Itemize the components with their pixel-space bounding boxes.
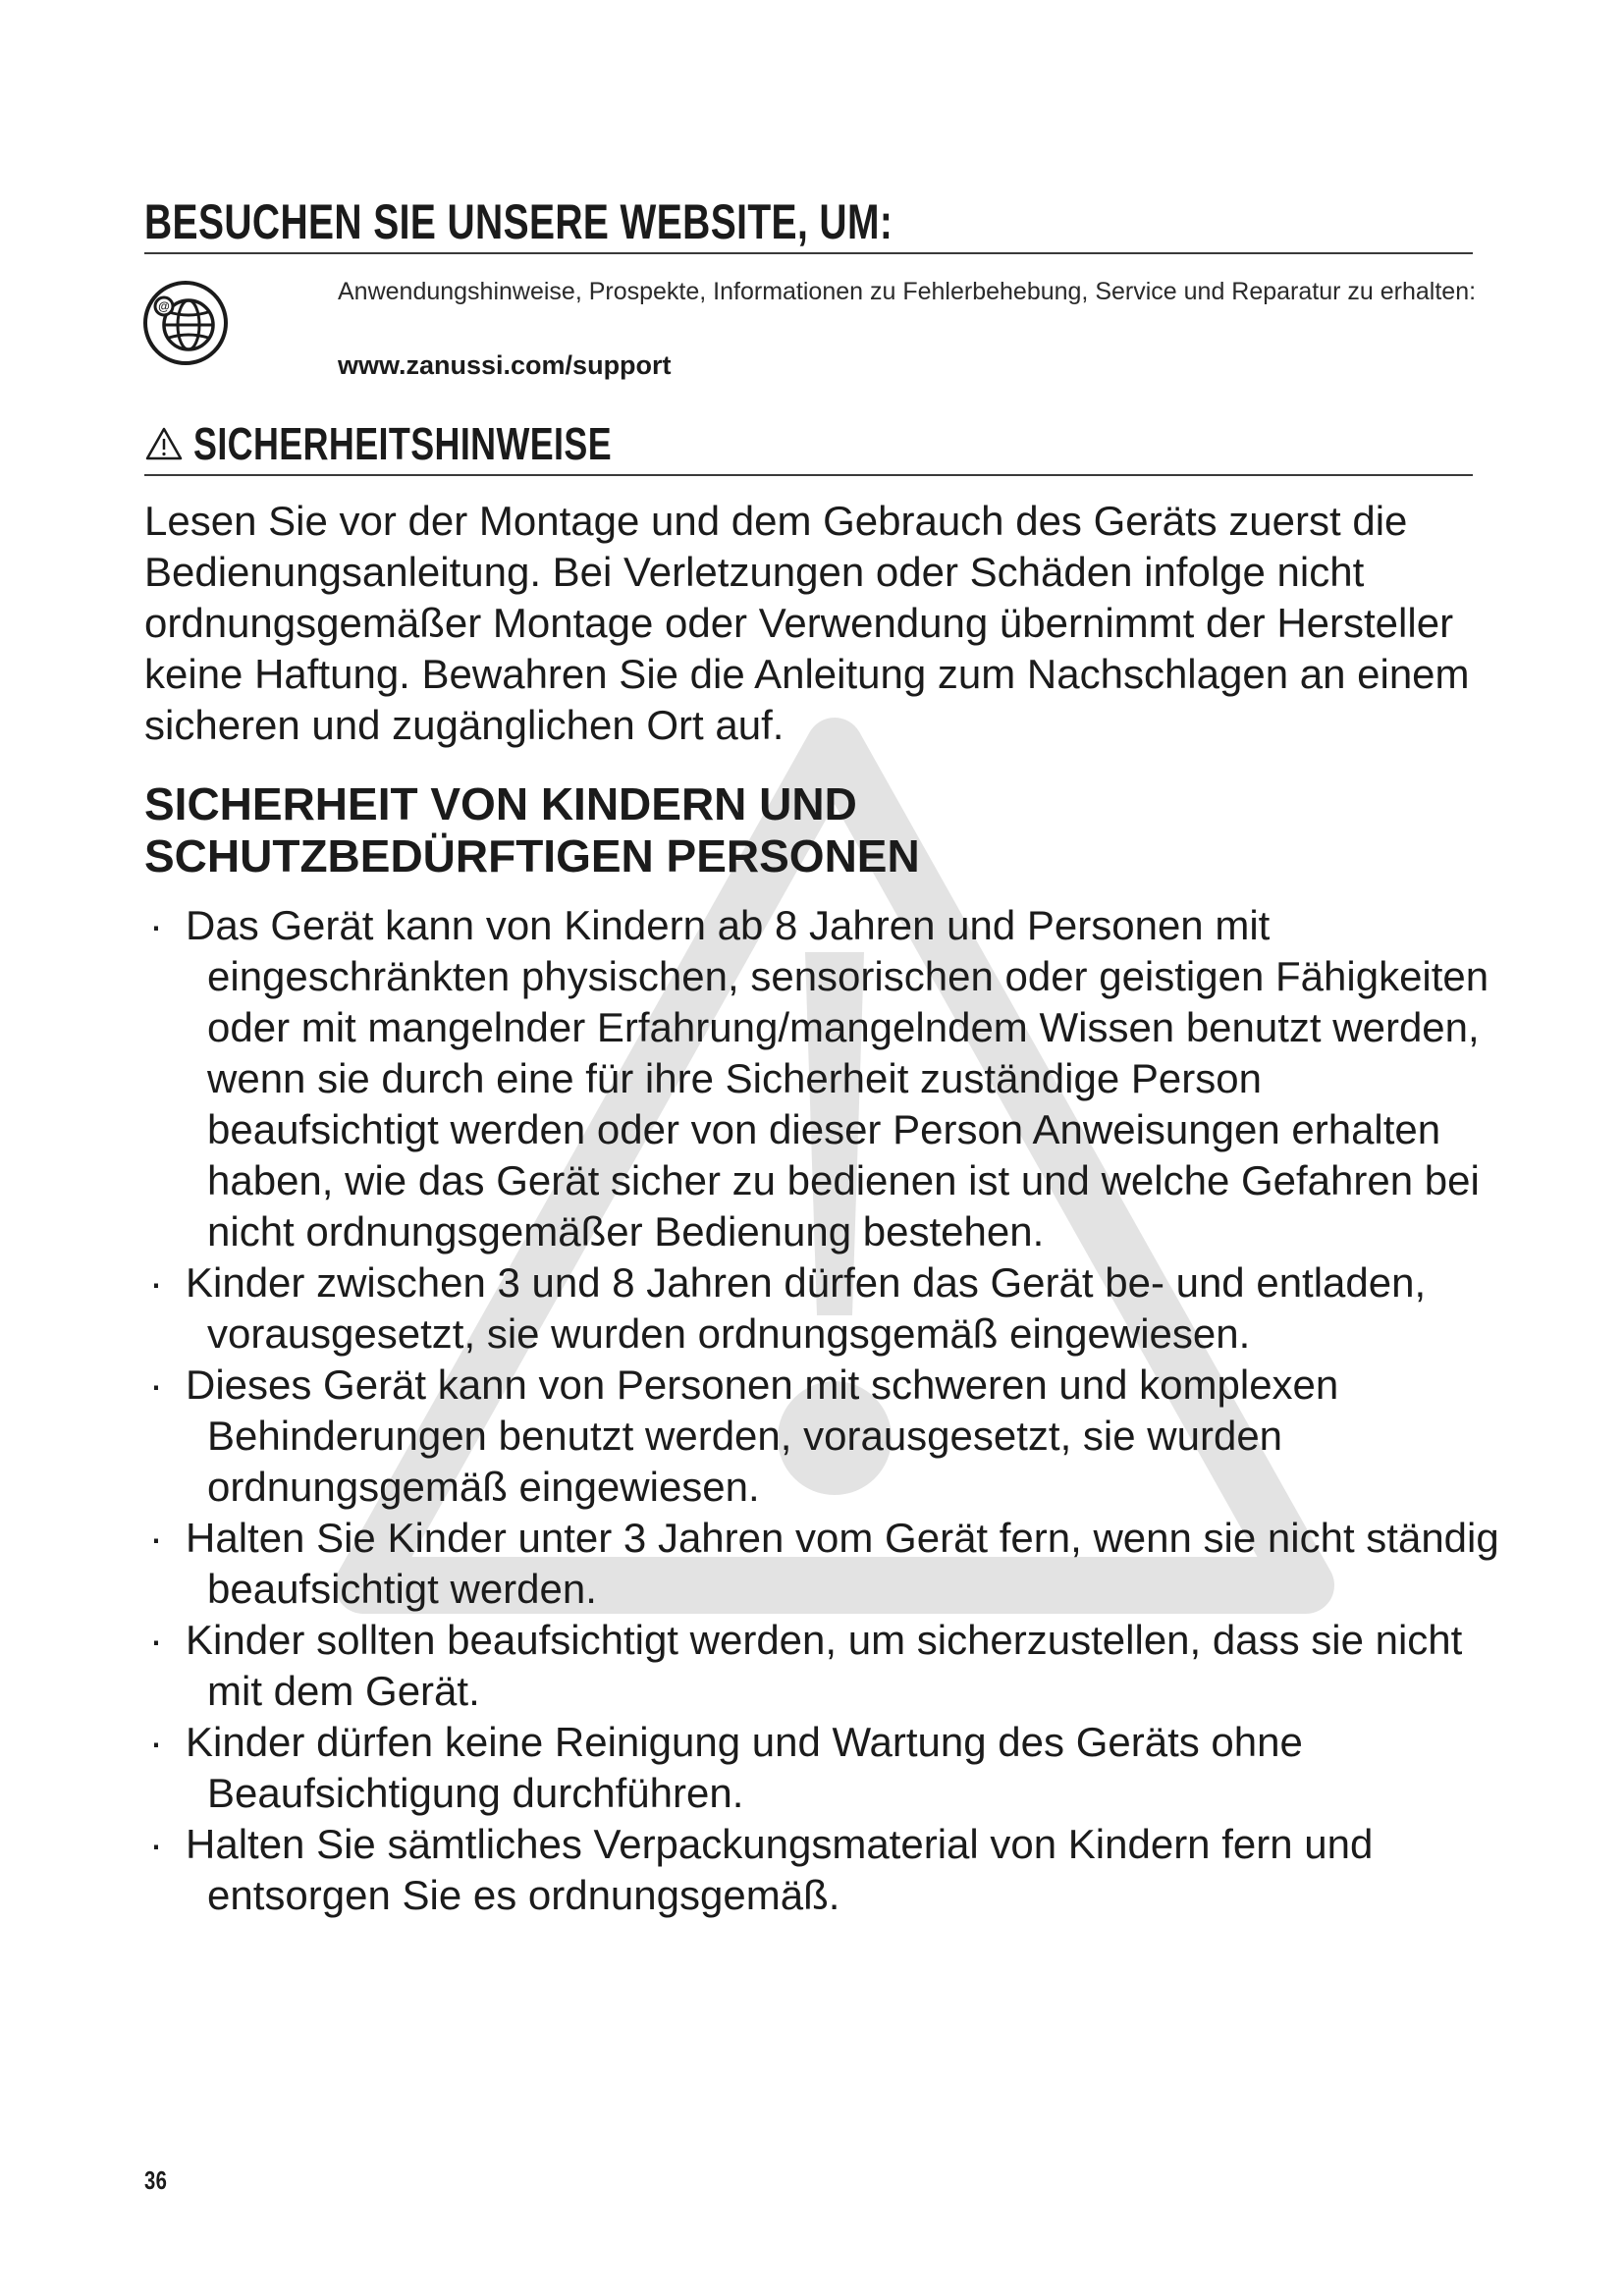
bullet-marker: · (149, 1617, 163, 1663)
list-item (144, 900, 1499, 1257)
list-item-text: Kinder dürfen keine Reinigung und Wartung des Geräts ohne Beaufsichtigung durchführen. (186, 1719, 1303, 1816)
list-item-text: Halten Sie Kinder unter 3 Jahren vom Gerät fern, wenn sie nicht ständig beaufsichtigt werden. (186, 1515, 1499, 1612)
children-safety-heading-line2: SCHUTZBEDÜRFTIGEN PERSONEN (144, 830, 920, 881)
heading-divider (144, 252, 1473, 254)
heading-divider (144, 474, 1473, 476)
list-item (144, 1257, 1499, 1360)
list-item (144, 1717, 1499, 1819)
safety-intro-paragraph: Lesen Sie vor der Montage und dem Gebrauch des Geräts zuerst die Bedienungsanleitung. Bei Verletzungen oder Schäden infolge nicht ordnungsgemäßer Montage oder Verwendung übernimmt der Hersteller keine Haftung. Bewahren Sie die Anleitung zum Nachschlagen an einem sicheren und zugänglichen Ort auf. (144, 498, 1470, 748)
list-item-text: Das Gerät kann von Kindern ab 8 Jahren und Personen mit eingeschränkten physischen, sensorischen oder geistigen Fähigkeiten oder mit mangelnder Erfahrung/mangelndem Wissen benutzt werden, wenn sie durch eine für ihre Sicherheit zuständige Person beaufsichtigt werden oder von dieser Person Anweisungen erhalten haben, wie das Gerät sicher zu bedienen ist und welche Gefahren bei nicht ordnungsgemäßer Bedienung bestehen. (186, 902, 1489, 1255)
list-item (144, 1819, 1499, 1921)
bullet-marker: · (149, 1259, 163, 1306)
bullet-marker: · (149, 1515, 163, 1561)
list-item-text: Kinder sollten beaufsichtigt werden, um sicherzustellen, dass sie nicht mit dem Gerät. (186, 1617, 1463, 1714)
bullet-marker: · (149, 1821, 163, 1867)
children-safety-heading-line1: SICHERHEIT VON KINDERN UND (144, 778, 857, 829)
children-safety-heading (144, 778, 1421, 882)
globe-icon (142, 280, 229, 366)
safety-heading (144, 416, 730, 471)
list-item (144, 1360, 1499, 1513)
list-item-text: Kinder zwischen 3 und 8 Jahren dürfen das Gerät be- und entladen, vorausgesetzt, sie wurden ordnungsgemäß eingewiesen. (186, 1259, 1427, 1357)
warning-icon (144, 426, 184, 461)
page-number: 36 (144, 2165, 168, 2195)
visit-website-heading: BESUCHEN SIE UNSERE WEBSITE, UM: (144, 194, 893, 249)
list-item (144, 1513, 1499, 1615)
support-link[interactable]: www.zanussi.com/support (338, 350, 672, 380)
list-item-text: Halten Sie sämtliches Verpackungsmaterial von Kindern fern und entsorgen Sie es ordnungsgemäß. (186, 1821, 1374, 1918)
list-item (144, 1615, 1499, 1717)
bullet-marker: · (149, 902, 163, 948)
children-safety-list (144, 900, 1499, 1921)
svg-text:@: @ (158, 299, 170, 313)
list-item-text: Dieses Gerät kann von Personen mit schweren und komplexen Behinderungen benutzt werden, vorausgesetzt, sie wurden ordnungsgemäß eingewiesen. (186, 1362, 1339, 1510)
visit-description: Anwendungshinweise, Prospekte, Informationen zu Fehlerbehebung, Service und Reparatur zu erhalten: (338, 278, 1477, 305)
bullet-marker: · (149, 1362, 163, 1408)
safety-title: SICHERHEITSHINWEISE (193, 418, 613, 469)
bullet-marker: · (149, 1719, 163, 1765)
